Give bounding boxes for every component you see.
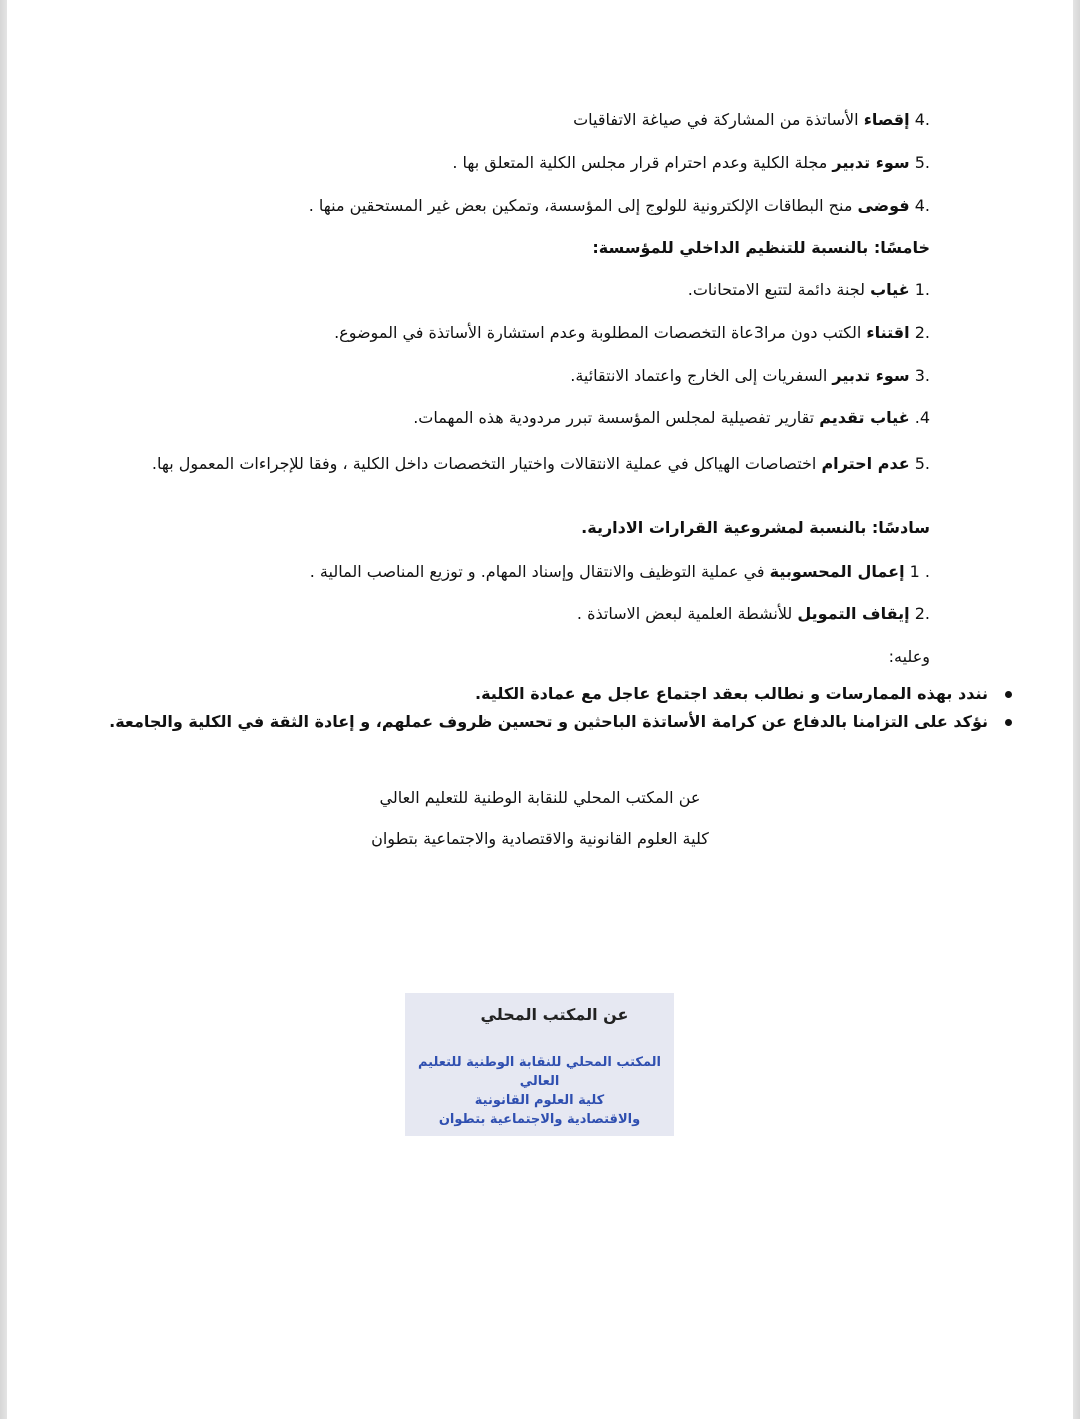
stamp-line: المكتب المحلي للنقابة الوطنية للتعليم العالي	[417, 1055, 662, 1089]
conclusion-intro: وعليه:	[888, 647, 930, 666]
item-keyword: غياب تقديم	[819, 408, 910, 427]
item-keyword: إقصاء	[863, 110, 910, 129]
item-keyword: فوضى	[857, 196, 910, 215]
page-edge-left	[0, 0, 7, 1419]
list-item: 2. اقتناء الكتب دون مرا3عاة التخصصات المطلوبة وعدم استشارة الأساتذة في الموضوع.	[334, 323, 930, 342]
list-item: 2. إيقاف التمويل للأنشطة العلمية لبعض الاساتذة .	[576, 604, 930, 623]
list-item: .4 غياب تقديم تقارير تفصيلية لمجلس المؤسسة تبرر مردودية هذه المهمات.	[413, 408, 930, 427]
section-heading: خامسًا: بالنسبة للتنظيم الداخلي للمؤسسة:	[592, 238, 930, 257]
signature-line-1: عن المكتب المحلي للنقابة الوطنية للتعليم العالي	[379, 788, 701, 807]
item-text: للأنشطة العلمية لبعض الاساتذة .	[576, 604, 798, 623]
item-text: الكتب دون مرا3عاة التخصصات المطلوبة وعدم استشارة الأساتذة في الموضوع.	[334, 323, 867, 342]
item-text: منح البطاقات الإلكترونية للولوج إلى المؤسسة، وتمكين بعض غير المستحقين منها .	[308, 196, 858, 215]
item-keyword: عدم احترام	[821, 454, 910, 473]
bullet-item: نؤكد على التزامنا بالدفاع عن كرامة الأساتذة الباحثين و تحسين ظروف عملهم، و إعادة الثقة في الكلية والجامعة.	[8, 708, 1016, 736]
item-text: السفريات إلى الخارج واعتماد الانتقائية.	[570, 366, 833, 385]
item-text: مجلة الكلية وعدم احترام قرار مجلس الكلية المتعلق بها .	[452, 153, 833, 172]
page-edge-right	[1073, 0, 1080, 1419]
list-item: 1 . إعمال المحسوبية في عملية التوظيف والانتقال وإسناد المهام. و توزيع المناصب المالية .	[309, 562, 930, 581]
list-item: 3. سوء تدبير السفريات إلى الخارج واعتماد الانتقائية.	[570, 366, 930, 385]
list-item: 5. عدم احترام اختصاصات الهياكل في عملية الانتقالات واختيار التخصصات داخل الكلية ، وفقا للإجراءات المعمول بها.	[151, 454, 930, 473]
conclusion-bullets	[8, 680, 1016, 736]
item-keyword: إعمال المحسوبية	[769, 562, 905, 581]
stamp-line: كلية العلوم القانونية	[474, 1093, 605, 1108]
item-keyword: سوء تدبير	[832, 366, 910, 385]
official-stamp	[405, 993, 674, 1136]
stamp-seal-text	[405, 1053, 674, 1129]
item-text: اختصاصات الهياكل في عملية الانتقالات واختيار التخصصات داخل الكلية ، وفقا للإجراءات المعمول بها.	[151, 454, 822, 473]
section-heading: سادسًا: بالنسبة لمشروعية القرارات الادارية.	[581, 518, 930, 537]
stamp-line: والاقتصادية والاجتماعية بتطوان	[438, 1112, 641, 1127]
bullet-item: نندد بهذه الممارسات و نطالب بعقد اجتماع عاجل مع عمادة الكلية.	[8, 680, 1016, 708]
list-item: 1. غياب لجنة دائمة لتتبع الامتحانات.	[687, 280, 930, 299]
item-keyword: سوء تدبير	[832, 153, 910, 172]
item-text: في عملية التوظيف والانتقال وإسناد المهام. و توزيع المناصب المالية .	[309, 562, 770, 581]
signature-line-2: كلية العلوم القانونية والاقتصادية والاجتماعية بتطوان	[371, 829, 709, 848]
list-item: 4. فوضى منح البطاقات الإلكترونية للولوج إلى المؤسسة، وتمكين بعض غير المستحقين منها .	[308, 196, 930, 215]
list-item: 5. سوء تدبير مجلة الكلية وعدم احترام قرار مجلس الكلية المتعلق بها .	[452, 153, 930, 172]
list-item: 4. إقصاء الأساتذة من المشاركة في صياغة الاتفاقيات	[573, 110, 930, 129]
item-keyword: غياب	[870, 280, 910, 299]
item-keyword: إيقاف التمويل	[797, 604, 910, 623]
item-text: الأساتذة من المشاركة في صياغة الاتفاقيات	[573, 110, 864, 129]
item-text: تقارير تفصيلية لمجلس المؤسسة تبرر مردودية هذه المهمات.	[413, 408, 820, 427]
stamp-title: عن المكتب المحلي	[480, 1005, 629, 1024]
item-keyword: اقتناء	[866, 323, 910, 342]
item-text: لجنة دائمة لتتبع الامتحانات.	[687, 280, 871, 299]
